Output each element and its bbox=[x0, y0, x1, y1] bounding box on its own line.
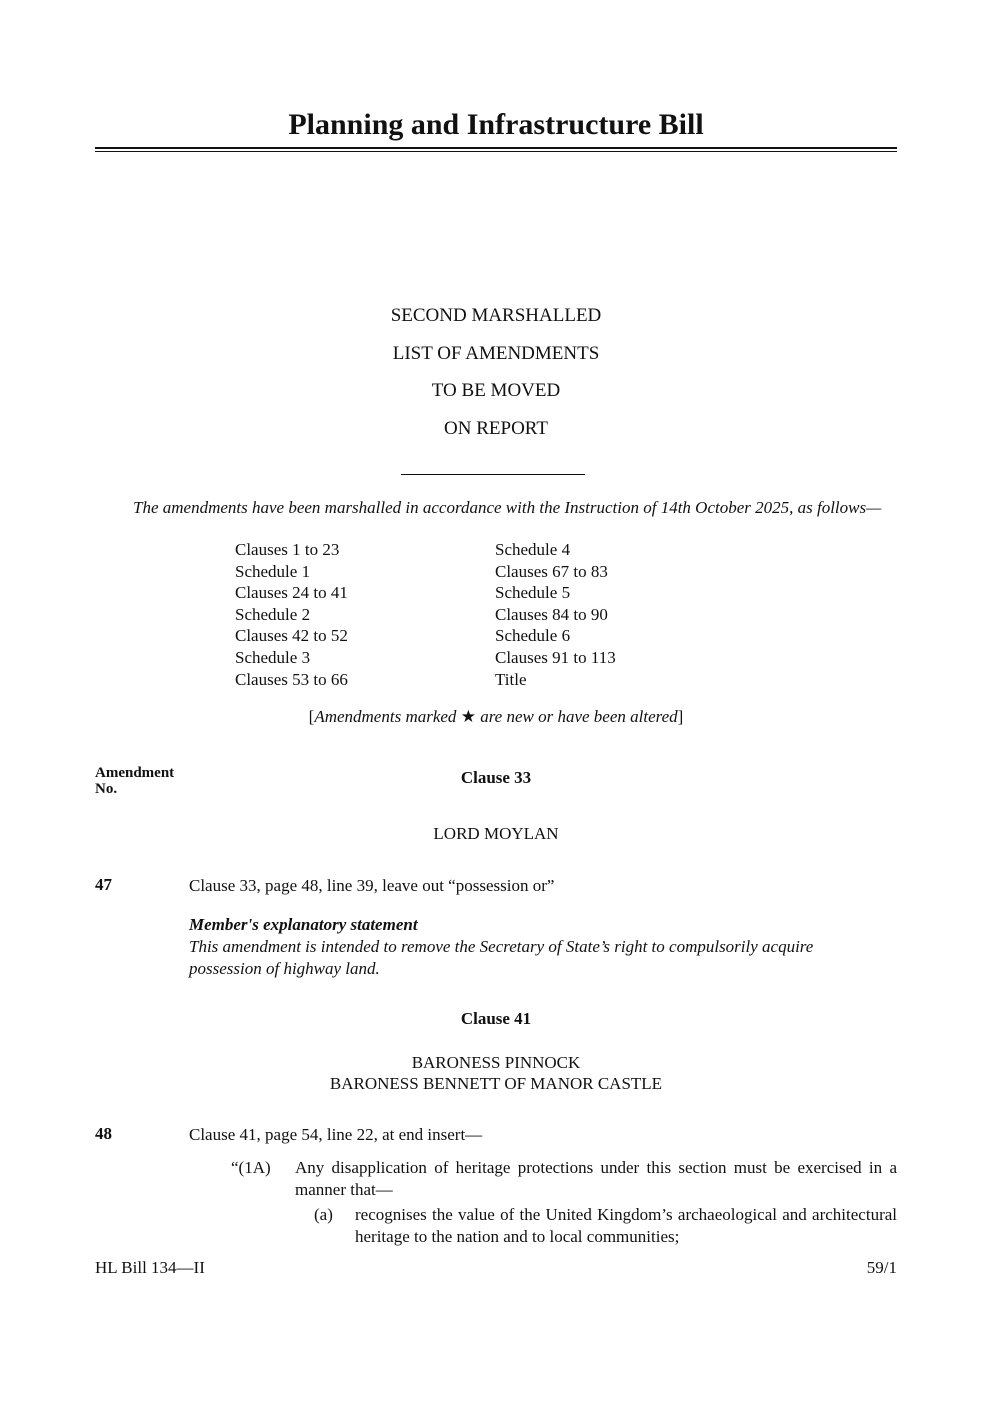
subsection-text: Any disapplication of heritage protections under this section must be exercised in a manner that— bbox=[295, 1158, 897, 1199]
marshal-item: Clauses 53 to 66 bbox=[235, 669, 348, 689]
marshal-list-left bbox=[235, 539, 348, 690]
footer-page-ref: 59/1 bbox=[866, 1258, 897, 1277]
heading-line: ON REPORT bbox=[444, 417, 548, 439]
title-rule-thin bbox=[95, 151, 897, 152]
member-names bbox=[95, 1052, 897, 1094]
heading-line: TO BE MOVED bbox=[431, 380, 561, 401]
marshal-item: Clauses 67 to 83 bbox=[495, 561, 608, 581]
marshal-item: Schedule 1 bbox=[235, 561, 311, 581]
amendment-number: 47 bbox=[95, 875, 112, 894]
intro-text: The amendments have been marshalled in accordance with the Instruction of 14th October 2025, as follows— bbox=[133, 498, 882, 517]
bracket: [ bbox=[308, 707, 315, 726]
explanatory-statement bbox=[189, 914, 879, 980]
divider bbox=[401, 474, 585, 475]
member-name: LORD MOYLAN bbox=[433, 824, 559, 843]
amendment-text: Clause 33, page 48, line 39, leave out “possession or” bbox=[189, 876, 555, 895]
document-title: Planning and Infrastructure Bill bbox=[288, 108, 704, 141]
marshal-item: Schedule 6 bbox=[495, 626, 571, 646]
marshal-item: Clauses 91 to 113 bbox=[495, 647, 616, 667]
subsection-label: “(1A) bbox=[231, 1158, 271, 1177]
label-line: No. bbox=[95, 781, 118, 797]
marshal-item: Clauses 42 to 52 bbox=[235, 626, 348, 646]
title-rule bbox=[95, 147, 897, 149]
heading-line: SECOND MARSHALLED bbox=[390, 305, 602, 326]
explanatory-title: Member's explanatory statement bbox=[189, 915, 418, 934]
marshal-item: Clauses 1 to 23 bbox=[235, 540, 340, 559]
amendment-number: 48 bbox=[95, 1124, 112, 1143]
marshal-list-right bbox=[495, 539, 616, 690]
note-text: Amendments marked bbox=[314, 707, 461, 726]
marshal-item: Schedule 3 bbox=[235, 647, 311, 667]
bracket: ] bbox=[677, 707, 684, 726]
marshal-item: Schedule 4 bbox=[495, 540, 571, 559]
paragraph-text: recognises the value of the United Kingdom’s archaeological and architectural heritage to the nation and to local communities; bbox=[355, 1205, 897, 1246]
footer-bill-number: HL Bill 134—II bbox=[95, 1258, 205, 1277]
label-line: Amendment bbox=[95, 765, 175, 781]
member-name: BARONESS BENNETT OF MANOR CASTLE bbox=[329, 1074, 663, 1093]
marshal-item: Clauses 24 to 41 bbox=[235, 583, 348, 603]
marshal-item: Schedule 5 bbox=[495, 583, 571, 603]
marshal-item: Schedule 2 bbox=[235, 604, 311, 624]
clause-heading: Clause 33 bbox=[460, 768, 532, 787]
amendment-text: Clause 41, page 54, line 22, at end insert— bbox=[189, 1125, 483, 1144]
paragraph-label: (a) bbox=[314, 1205, 333, 1224]
document-heading bbox=[95, 297, 897, 447]
marshal-item: Title bbox=[495, 669, 527, 689]
star-note bbox=[95, 707, 897, 727]
star-icon: ★ bbox=[460, 707, 476, 726]
clause-heading: Clause 41 bbox=[460, 1009, 532, 1028]
note-text: are new or have been altered bbox=[475, 707, 678, 726]
heading-line: LIST OF AMENDMENTS bbox=[392, 342, 600, 364]
explanatory-text: This amendment is intended to remove the Secretary of State’s right to compulsorily acquire possession of highway land. bbox=[189, 937, 814, 978]
marshal-item: Clauses 84 to 90 bbox=[495, 604, 608, 624]
member-name: BARONESS PINNOCK bbox=[411, 1053, 581, 1072]
